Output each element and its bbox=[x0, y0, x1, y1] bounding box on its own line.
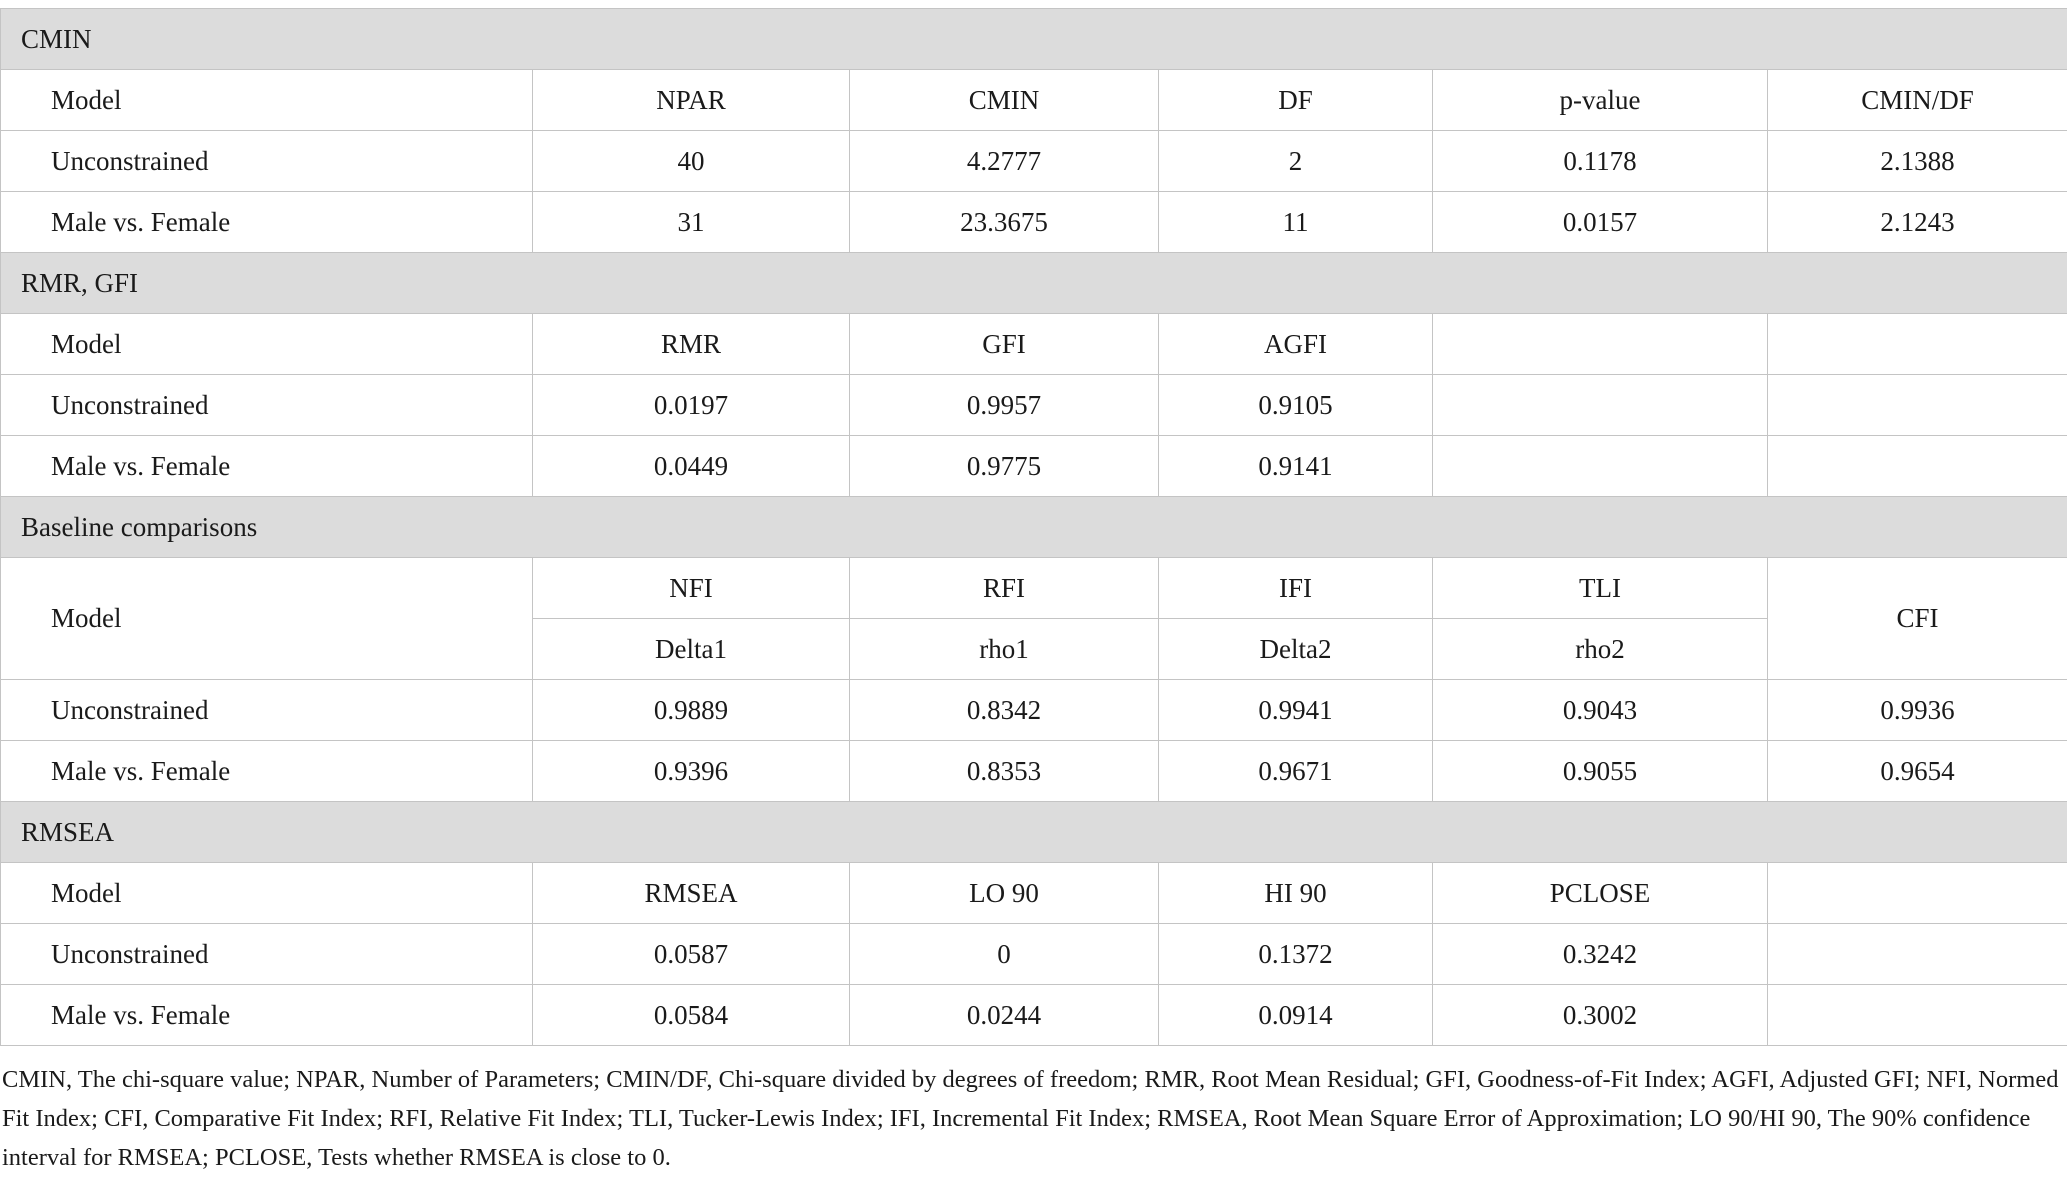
column-header: Model bbox=[1, 863, 533, 924]
table-cell: 23.3675 bbox=[850, 192, 1159, 253]
empty-cell bbox=[1433, 314, 1768, 375]
table-row bbox=[1, 131, 2067, 192]
header-row bbox=[1, 70, 2067, 131]
empty-cell bbox=[1768, 985, 2067, 1046]
table-cell: 0.3002 bbox=[1433, 985, 1768, 1046]
fit-indices-table-container bbox=[0, 8, 2067, 1177]
table-cell: 0 bbox=[850, 924, 1159, 985]
column-header: GFI bbox=[850, 314, 1159, 375]
column-header: HI 90 bbox=[1159, 863, 1433, 924]
table-cell: 0.9105 bbox=[1159, 375, 1433, 436]
table-cell: 0.9889 bbox=[533, 680, 850, 741]
table-cell: 0.9936 bbox=[1768, 680, 2067, 741]
table-cell: 0.0244 bbox=[850, 985, 1159, 1046]
model-name-cell: Unconstrained bbox=[1, 924, 533, 985]
table-cell: 0.8353 bbox=[850, 741, 1159, 802]
column-subheader: Delta2 bbox=[1159, 619, 1433, 680]
empty-cell bbox=[1433, 436, 1768, 497]
table-cell: 0.8342 bbox=[850, 680, 1159, 741]
model-name-cell: Unconstrained bbox=[1, 375, 533, 436]
table-row bbox=[1, 985, 2067, 1046]
section-title: RMR, GFI bbox=[1, 253, 2067, 314]
column-header: CMIN bbox=[850, 70, 1159, 131]
table-row bbox=[1, 680, 2067, 741]
table-cell: 0.0914 bbox=[1159, 985, 1433, 1046]
table-cell: 0.0197 bbox=[533, 375, 850, 436]
table-cell: 0.9654 bbox=[1768, 741, 2067, 802]
table-cell: 0.0587 bbox=[533, 924, 850, 985]
table-cell: 0.9671 bbox=[1159, 741, 1433, 802]
column-header: NPAR bbox=[533, 70, 850, 131]
table-cell: 0.3242 bbox=[1433, 924, 1768, 985]
column-subheader: rho2 bbox=[1433, 619, 1768, 680]
model-name-cell: Male vs. Female bbox=[1, 192, 533, 253]
section-header-rmsea bbox=[1, 802, 2067, 863]
column-header: RMSEA bbox=[533, 863, 850, 924]
column-header: p-value bbox=[1433, 70, 1768, 131]
section-header-rmr-gfi bbox=[1, 253, 2067, 314]
column-header: RFI bbox=[850, 558, 1159, 619]
empty-cell bbox=[1433, 375, 1768, 436]
empty-cell bbox=[1768, 314, 2067, 375]
table-cell: 0.9141 bbox=[1159, 436, 1433, 497]
model-name-cell: Male vs. Female bbox=[1, 436, 533, 497]
table-cell: 0.9055 bbox=[1433, 741, 1768, 802]
table-cell: 31 bbox=[533, 192, 850, 253]
column-subheader: Delta1 bbox=[533, 619, 850, 680]
model-fit-table bbox=[0, 8, 2067, 1046]
column-header: NFI bbox=[533, 558, 850, 619]
table-cell: 0.0584 bbox=[533, 985, 850, 1046]
table-cell: 0.0157 bbox=[1433, 192, 1768, 253]
empty-cell bbox=[1768, 375, 2067, 436]
column-header: Model bbox=[1, 314, 533, 375]
empty-cell bbox=[1768, 924, 2067, 985]
header-row bbox=[1, 863, 2067, 924]
column-header: PCLOSE bbox=[1433, 863, 1768, 924]
table-cell: 0.9396 bbox=[533, 741, 850, 802]
model-name-cell: Unconstrained bbox=[1, 131, 533, 192]
table-cell: 11 bbox=[1159, 192, 1433, 253]
column-header: TLI bbox=[1433, 558, 1768, 619]
header-row bbox=[1, 314, 2067, 375]
empty-cell bbox=[1768, 436, 2067, 497]
table-cell: 2.1388 bbox=[1768, 131, 2067, 192]
column-header: Model bbox=[1, 558, 533, 680]
table-cell: 40 bbox=[533, 131, 850, 192]
section-header-baseline bbox=[1, 497, 2067, 558]
table-row bbox=[1, 375, 2067, 436]
column-header: RMR bbox=[533, 314, 850, 375]
column-header: CMIN/DF bbox=[1768, 70, 2067, 131]
table-cell: 4.2777 bbox=[850, 131, 1159, 192]
column-header: Model bbox=[1, 70, 533, 131]
table-row bbox=[1, 924, 2067, 985]
model-name-cell: Unconstrained bbox=[1, 680, 533, 741]
section-title: Baseline comparisons bbox=[1, 497, 2067, 558]
header-row bbox=[1, 558, 2067, 619]
column-header: AGFI bbox=[1159, 314, 1433, 375]
section-title: RMSEA bbox=[1, 802, 2067, 863]
table-row bbox=[1, 741, 2067, 802]
table-row bbox=[1, 192, 2067, 253]
section-header-cmin bbox=[1, 9, 2067, 70]
section-title: CMIN bbox=[1, 9, 2067, 70]
table-cell: 0.9043 bbox=[1433, 680, 1768, 741]
column-header: CFI bbox=[1768, 558, 2067, 680]
table-row bbox=[1, 436, 2067, 497]
table-cell: 2.1243 bbox=[1768, 192, 2067, 253]
table-cell: 2 bbox=[1159, 131, 1433, 192]
column-header: IFI bbox=[1159, 558, 1433, 619]
empty-cell bbox=[1768, 863, 2067, 924]
table-footnote: CMIN, The chi-square value; NPAR, Number of Parameters; CMIN/DF, Chi-square divided by degrees of freedom; RMR, Root Mean Residual; GFI, Goodness-of-Fit Index; AGFI, Adjusted GFI; NFI, Normed Fit Index; CFI, Comparative Fit Index; RFI, Relative Fit Index; TLI, Tucker-Lewis Index; IFI, Incremental Fit Index; RMSEA, Root Mean Square Error of Approximation; LO 90/HI 90, The 90% confidence interval for RMSEA; PCLOSE, Tests whether RMSEA is close to 0. bbox=[2, 1066, 2059, 1171]
table-cell: 0.9941 bbox=[1159, 680, 1433, 741]
table-cell: 0.1372 bbox=[1159, 924, 1433, 985]
column-subheader: rho1 bbox=[850, 619, 1159, 680]
column-header: DF bbox=[1159, 70, 1433, 131]
model-name-cell: Male vs. Female bbox=[1, 985, 533, 1046]
model-name-cell: Male vs. Female bbox=[1, 741, 533, 802]
table-cell: 0.9957 bbox=[850, 375, 1159, 436]
column-header: LO 90 bbox=[850, 863, 1159, 924]
table-cell: 0.1178 bbox=[1433, 131, 1768, 192]
table-cell: 0.9775 bbox=[850, 436, 1159, 497]
table-cell: 0.0449 bbox=[533, 436, 850, 497]
